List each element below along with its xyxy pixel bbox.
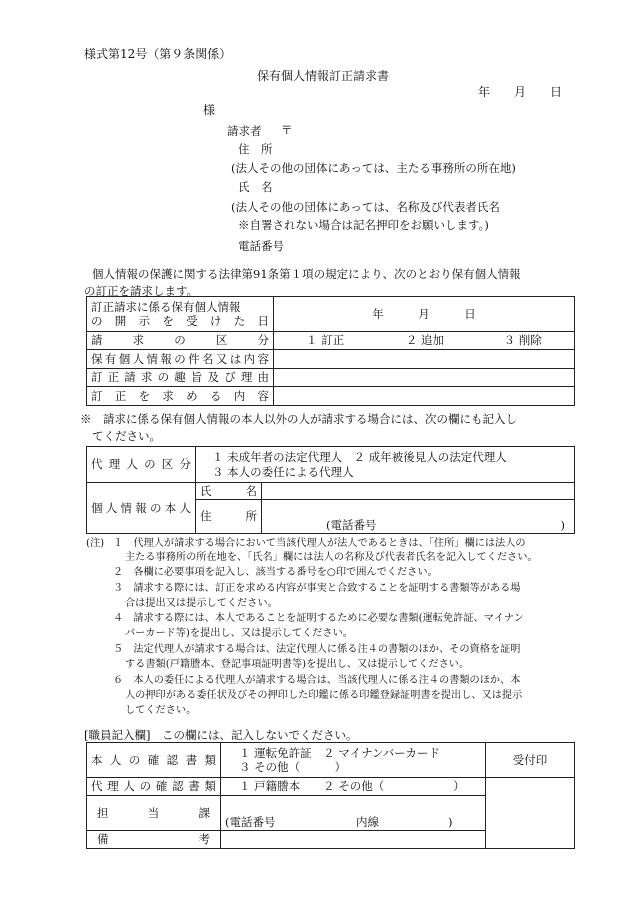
type-option-deletion[interactable]: ３ 削除 <box>503 333 542 348</box>
type-option-addition[interactable]: ２ 追加 <box>405 333 444 348</box>
disclosure-date-label <box>87 297 274 332</box>
disclosure-date-label-line2: の開示を受けた日 <box>91 314 269 328</box>
proxy-docs-label: 代理人の確認書類 <box>87 778 221 796</box>
note-6-line-1: ６ 本人の委任による代理人が請求する場合は、当該代理人に係る注４の書類のほか、本 <box>113 675 521 686</box>
request-type-label: 請求の区分 <box>87 332 274 350</box>
note-6-line-2: 人の押印がある委任状及びその押印した印鑑に係る印鑑登録証明書を提出し、又は提示 <box>125 690 523 701</box>
reason-label: 訂正請求の趣旨及び理由 <box>87 369 274 387</box>
principal-phone-note: (電話番号 ) <box>326 517 565 532</box>
note-4-line-1: ４ 請求する際には、本人であることを証明するために必要な書類(運転免許証、マイナン <box>113 613 524 624</box>
requester-address-note: (法人その他の団体にあっては、主たる事務所の所在地) <box>231 161 516 175</box>
intro-line-2: の訂正を請求します。 <box>84 284 199 298</box>
disclosure-date-label-line1: 訂正請求に係る保有個人情報 <box>91 299 241 314</box>
note-1-line-1: １ 代理人が請求する場合において当該代理人が法人であるときは、「住所」欄には法人の <box>113 538 526 549</box>
postal-mark: 〒 <box>281 123 293 137</box>
note-1-line-2: 主たる事務所の所在地を、「氏名」欄には法人の名称及び代表者氏名を記入してください。 <box>125 552 538 563</box>
principal-label: 個人情報の本人 <box>87 483 196 534</box>
note-6-line-3: してください。 <box>125 705 197 716</box>
proxy-category-line1[interactable]: １ 未成年者の法定代理人 ２ 成年被後見人の法定代理人 <box>212 450 507 465</box>
identity-docs-line2[interactable]: ３ その他（ ） <box>239 760 347 774</box>
date-field: 年 月 日 <box>478 85 563 99</box>
requester-address-label: 住 所 <box>238 142 273 156</box>
note-3-line-1: ３ 請求する際には、訂正を求める内容が事実と合致することを証明する書類等がある場 <box>113 583 521 594</box>
proxy-docs-options[interactable]: １ 戸籍謄本 ２ その他（ ） <box>221 778 486 796</box>
staff-table <box>86 742 575 849</box>
proxy-category-options[interactable] <box>196 447 575 483</box>
principal-address-field[interactable] <box>262 500 575 534</box>
principal-name-label: 氏 名 <box>196 483 262 500</box>
addressee-suffix: 様 <box>203 103 216 117</box>
proxy-notice-line-2: てください。 <box>92 429 161 443</box>
subject-label: 保有個人情報の件名又は内容 <box>87 350 274 369</box>
section-phone-note: (電話番号 内線 ) <box>225 814 453 829</box>
signature-note: ※自署されない場合は記名押印をお願いします。) <box>238 218 489 232</box>
proxy-notice-line-1: ※ 請求に係る保有個人情報の本人以外の人が請求する場合には、次の欄にも記入し <box>80 412 517 426</box>
document-title: 保有個人情報訂正請求書 <box>257 69 390 83</box>
requester-label: 請求者 <box>227 124 262 138</box>
disclosure-date-value[interactable]: 年 月 日 <box>274 297 575 332</box>
intro-line-1: 個人情報の保護に関する法律第91条第１項の規定により、次のとおり保有個人情報 <box>92 267 521 281</box>
remarks-field[interactable] <box>221 831 486 849</box>
requester-phone-label: 電話番号 <box>238 239 284 253</box>
note-3-line-2: 合は提出又は提示してください。 <box>125 598 278 609</box>
remarks-label: 備考 <box>87 831 221 849</box>
requester-name-label: 氏 名 <box>238 180 273 194</box>
identity-docs-line1[interactable]: １ 運転免許証 ２ マイナンバーカード <box>239 745 440 760</box>
reception-stamp-label: 受付印 <box>486 743 575 778</box>
requester-name-note: (法人その他の団体にあっては、名称及び代表者氏名 <box>231 200 500 214</box>
proxy-category-line2[interactable]: ３ 本人の委任による代理人 <box>212 464 354 479</box>
reception-stamp-area <box>486 778 575 849</box>
proxy-table <box>86 446 575 534</box>
request-table <box>86 296 575 406</box>
staff-section-heading: [職員記入欄] この欄には、記入しないでください。 <box>84 728 358 742</box>
type-option-correction[interactable]: １ 訂正 <box>306 333 345 348</box>
principal-name-field[interactable] <box>262 483 575 500</box>
note-5-line-2: する書類(戸籍謄本、登記事項証明書等)を提出し、又は提示してください。 <box>125 659 470 670</box>
note-4-line-2: バーカード等)を提出し、又は提示してください。 <box>125 628 353 639</box>
content-label: 訂正を求める内容 <box>87 387 274 406</box>
identity-docs-label: 本人の確認書類 <box>87 743 221 778</box>
note-5-line-1: ５ 法定代理人が請求する場合は、法定代理人に係る注４の書類のほか、その資格を証明 <box>113 644 521 655</box>
section-label: 担当課 <box>87 796 221 831</box>
reason-field[interactable] <box>274 369 575 387</box>
note-2-line-1: ２ 各欄に必要事項を記入し、該当する番号を○印で囲んでください。 <box>113 567 438 578</box>
principal-address-label: 住 所 <box>196 500 262 534</box>
proxy-category-label: 代理人の区分 <box>87 447 196 483</box>
notes-prefix: (注) <box>86 538 105 549</box>
form-number: 様式第12号（第９条関係） <box>84 47 232 61</box>
section-field[interactable] <box>221 796 486 831</box>
request-type-options[interactable] <box>274 332 575 350</box>
content-field[interactable] <box>274 387 575 406</box>
identity-docs-options[interactable] <box>221 743 486 778</box>
subject-field[interactable] <box>274 350 575 369</box>
